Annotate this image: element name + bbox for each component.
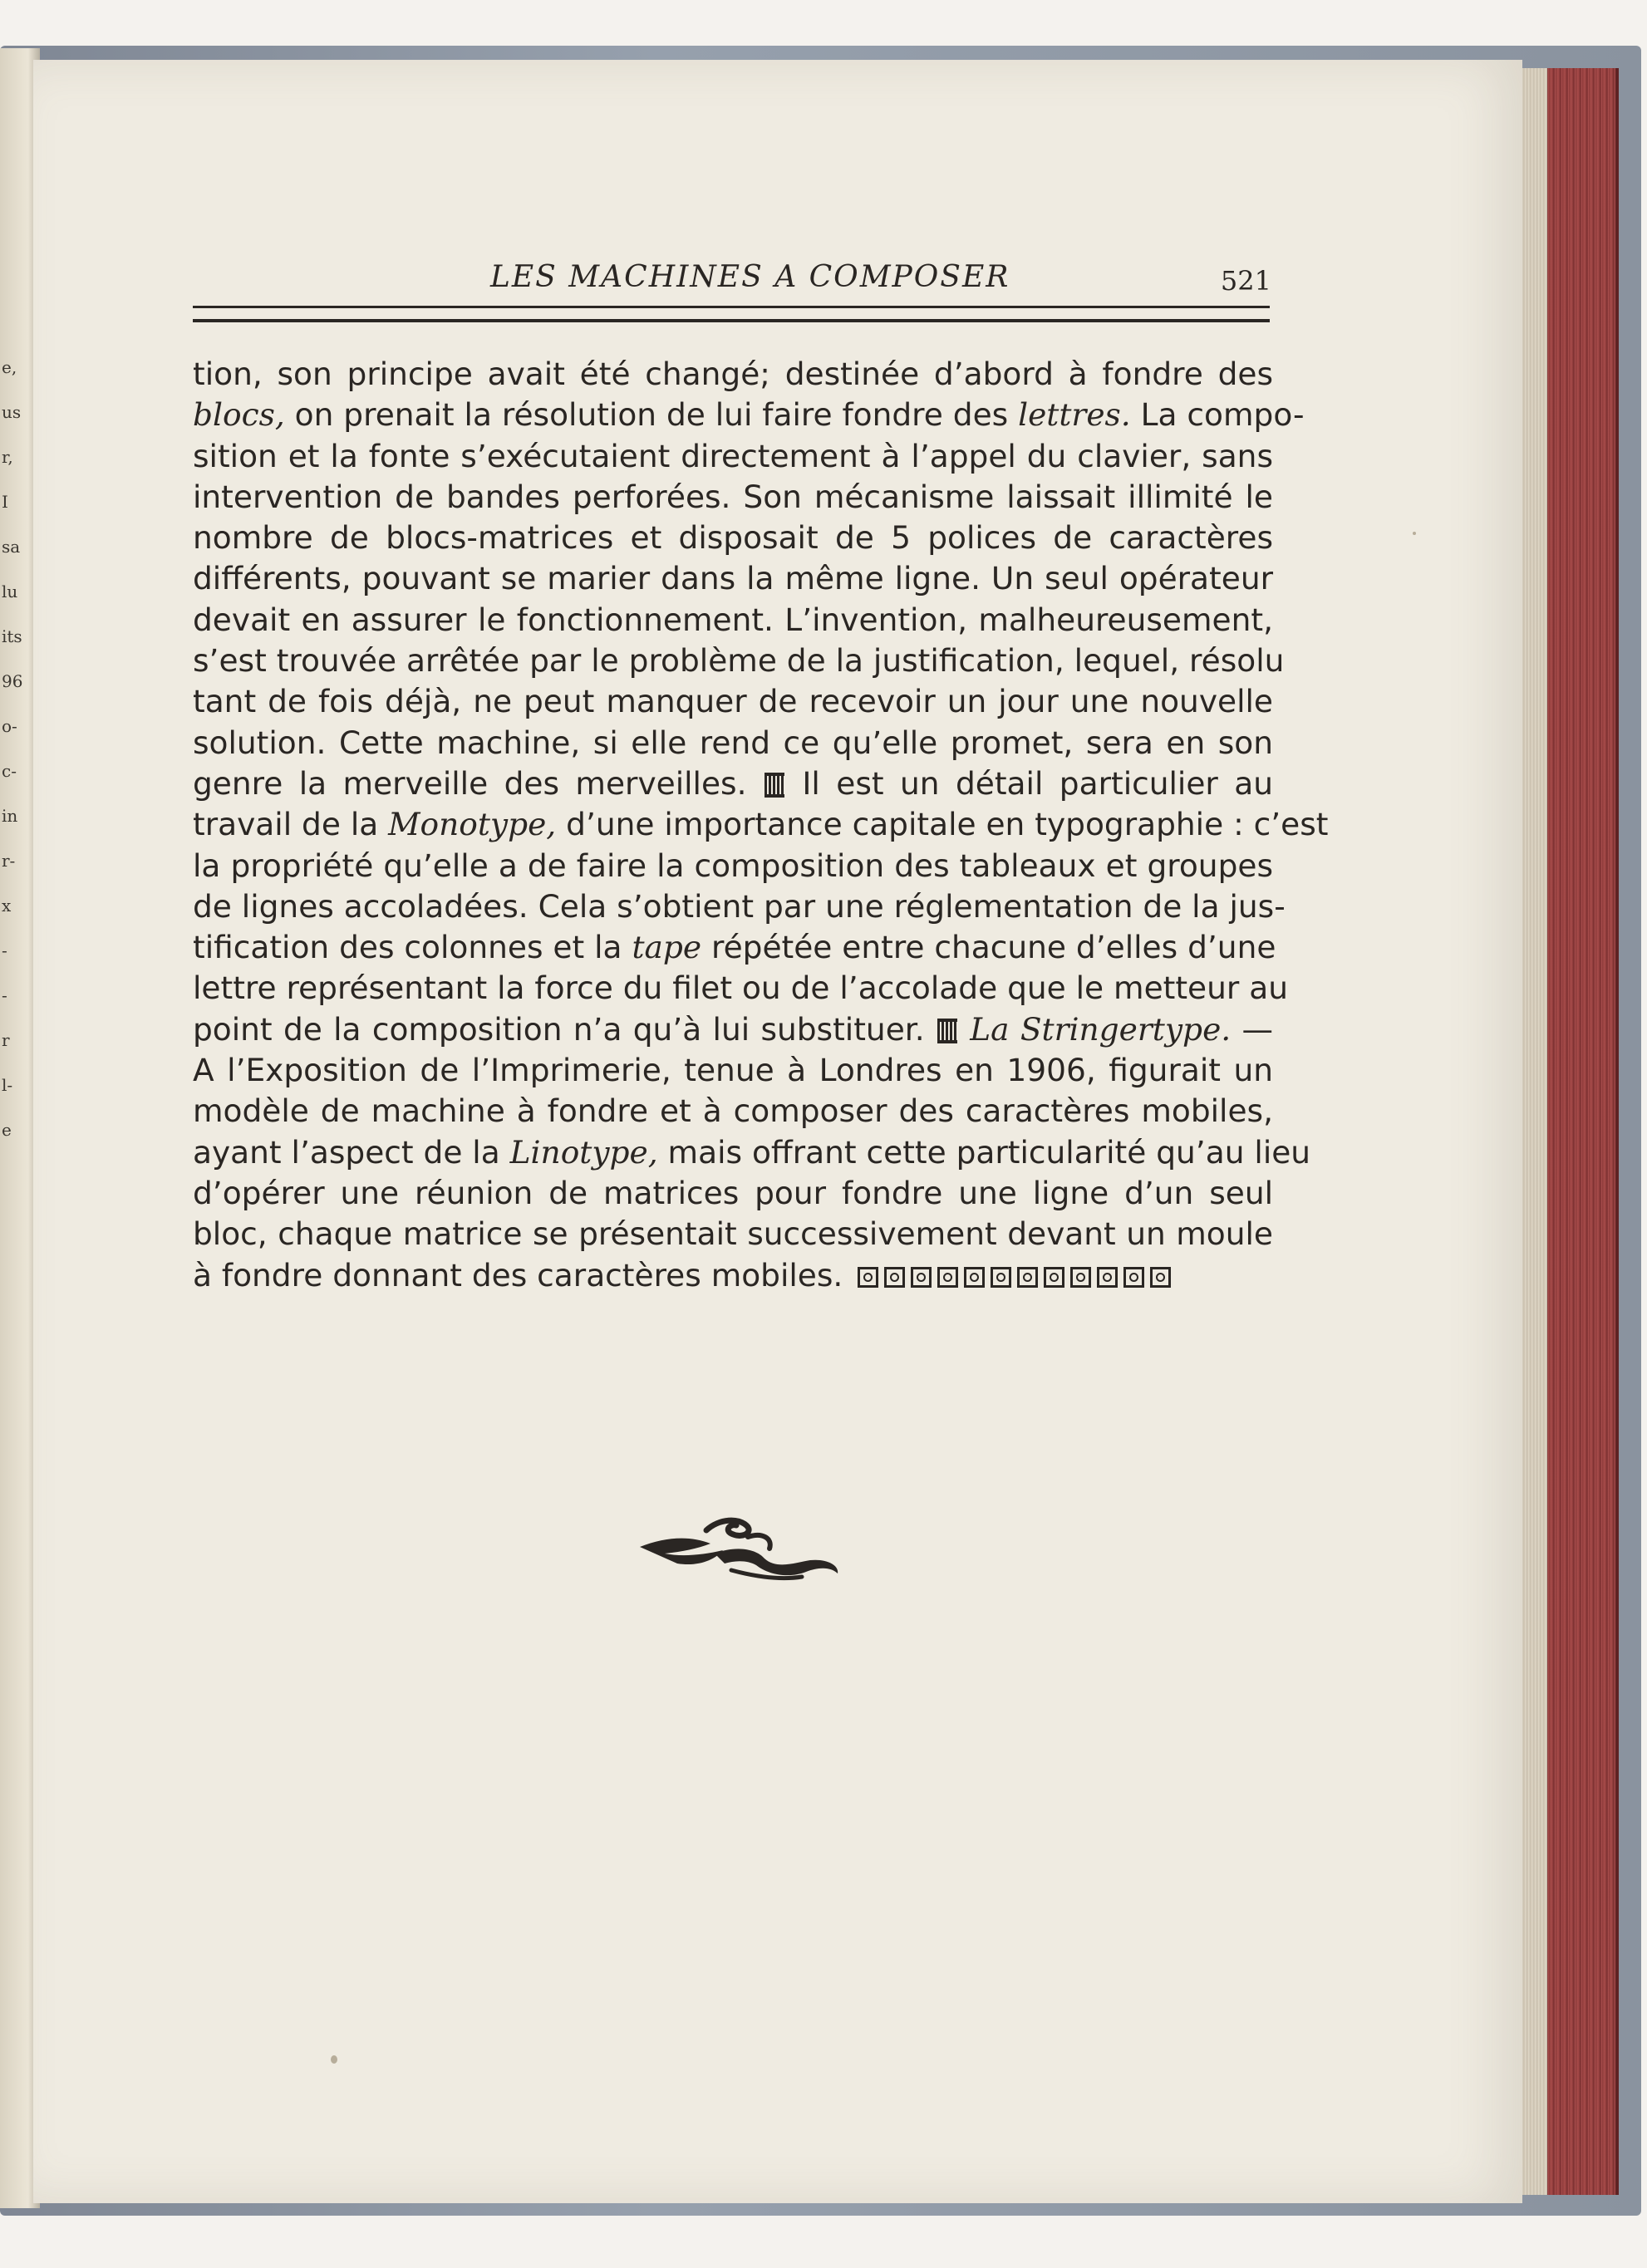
text-line — [193, 354, 1273, 395]
header-rule-thick — [193, 319, 1270, 322]
running-head — [191, 260, 1271, 307]
paragraph-ornament-icon — [937, 1019, 957, 1043]
text-run: La compo- — [1130, 396, 1305, 434]
text-line — [193, 886, 1286, 927]
italic-term: lettres. — [1018, 396, 1131, 434]
text-run: s’est trouvée arrêtée par le problème de la justification, lequel, résolu — [193, 642, 1285, 680]
fleuron-icon — [632, 1512, 848, 1587]
paragraph-ornament-icon — [765, 773, 784, 798]
facing-page-fragment: e, — [2, 357, 17, 377]
text-run: de lignes accoladées. Cela s’obtient par une réglementation de la jus- — [193, 887, 1286, 925]
facing-page-fragment: in — [2, 806, 18, 826]
text-line — [193, 600, 1273, 641]
page-fore-edge — [1522, 68, 1619, 2195]
text-run: à fondre donnant des caractères mobiles. — [193, 1256, 843, 1294]
facing-page-fragment: x — [2, 896, 12, 916]
text-line — [193, 1050, 1273, 1091]
text-run: intervention de bandes perforées. Son mécanisme laissait illimité le — [193, 478, 1273, 515]
text-run: Il est un détail particulier au — [785, 764, 1273, 802]
text-line — [193, 1255, 1273, 1296]
text-line — [193, 518, 1273, 558]
italic-term: tape — [632, 929, 702, 966]
ornament-square-icon — [911, 1267, 932, 1288]
facing-page-fragment: us — [2, 402, 22, 422]
text-line — [193, 477, 1273, 518]
paper-spot — [1413, 532, 1416, 535]
facing-page-fragment: its — [2, 626, 22, 646]
text-line — [193, 846, 1273, 886]
facing-page-fragment: e — [2, 1120, 12, 1140]
text-line — [193, 558, 1273, 599]
ornament-square-icon — [937, 1267, 958, 1288]
text-run: genre la merveille des merveilles. — [193, 764, 763, 802]
text-run: différents, pouvant se marier dans la même ligne. Un seul opérateur — [193, 560, 1273, 597]
text-run: modèle de machine à fondre et à composer des caractères mobiles, — [193, 1092, 1273, 1130]
ornament-square-icon — [1044, 1267, 1064, 1288]
text-line — [193, 395, 1305, 435]
text-line — [193, 968, 1288, 1009]
ornament-square-icon — [991, 1267, 1011, 1288]
facing-page-fragment: r, — [2, 447, 13, 467]
facing-page-fragment: I — [2, 492, 8, 512]
text-line — [193, 1214, 1273, 1254]
text-run: tant de fois déjà, ne peut manquer de recevoir un jour une nouvelle — [193, 683, 1273, 720]
text-line — [193, 1132, 1311, 1173]
page-number: 521 — [1220, 265, 1271, 297]
text-line — [193, 763, 1273, 804]
italic-term: Monotype, — [388, 806, 557, 843]
text-run: devait en assurer le fonctionnement. L’invention, malheureusement, — [193, 601, 1273, 638]
text-run: solution. Cette machine, si elle rend ce qu’elle promet, sera en son — [193, 724, 1273, 761]
ornament-square-icon — [964, 1267, 985, 1288]
text-run: répétée entre chacune d’elles d’une — [701, 929, 1276, 966]
facing-page-fragment: - — [2, 940, 7, 960]
facing-page-fragment: sa — [2, 537, 21, 557]
running-title: LES MACHINES A COMPOSER — [490, 260, 1010, 294]
text-run: ayant l’aspect de la — [193, 1133, 510, 1171]
text-run: mais offrant cette particularité qu’au lieu — [657, 1133, 1311, 1171]
text-line — [193, 1091, 1273, 1132]
text-run: A l’Exposition de l’Imprimerie, tenue à Londres en 1906, figurait un — [193, 1052, 1273, 1089]
text-line — [193, 1009, 1273, 1050]
text-run: d’opérer une réunion de matrices pour fondre une ligne d’un seul — [193, 1174, 1273, 1211]
ornament-square-icon — [884, 1267, 905, 1288]
italic-term: Linotype, — [509, 1133, 658, 1171]
text-run: point de la composition n’a qu’à lui substituer. — [193, 1010, 936, 1048]
text-run: travail de la — [193, 806, 389, 843]
facing-page-fragment: c- — [2, 761, 17, 781]
header-rule — [193, 306, 1270, 308]
text-line — [193, 927, 1276, 968]
text-run: d’une importance capitale en typographie : c’est — [556, 806, 1329, 843]
text-line — [193, 436, 1273, 477]
facing-page-fragment: r — [2, 1030, 10, 1050]
text-run: tion, son principe avait été changé; destinée d’abord à fondre des — [193, 356, 1273, 392]
facing-page-fragment: o- — [2, 716, 17, 736]
ornament-square-icon — [1123, 1267, 1144, 1288]
ornament-square-icon — [1097, 1267, 1118, 1288]
text-line — [193, 1173, 1273, 1214]
facing-page-fragment: r- — [2, 851, 16, 871]
facing-page-fragment: - — [2, 985, 7, 1005]
text-run: nombre de blocs-matrices et disposait de 5 polices de caractères — [193, 519, 1273, 557]
text-run: bloc, chaque matrice se présentait successivement devant un moule — [193, 1215, 1273, 1253]
ornament-square-icon — [1150, 1267, 1171, 1288]
text-run: on prenait la résolution de lui faire fondre des — [284, 396, 1019, 434]
ornament-square-icon — [858, 1267, 878, 1288]
facing-page-fragment: lu — [2, 582, 18, 601]
line-end-ornaments — [858, 1267, 1171, 1288]
text-run: lettre représentant la force du filet ou de l’accolade que le metteur au — [193, 970, 1288, 1007]
italic-term: blocs, — [193, 396, 285, 434]
text-run: sition et la fonte s’exécutaient directement à l’appel du clavier, sans — [193, 437, 1273, 474]
facing-page-fragment: l- — [2, 1075, 13, 1095]
facing-page-fragment: 96 — [2, 671, 23, 691]
text-line — [193, 723, 1273, 763]
ornament-square-icon — [1017, 1267, 1038, 1288]
text-line — [193, 641, 1285, 681]
text-run: tification des colonnes et la — [193, 929, 632, 966]
text-run: — — [1231, 1010, 1273, 1048]
text-run — [959, 1011, 970, 1048]
paper-spot — [331, 2055, 337, 2064]
text-run: la propriété qu’elle a de faire la composition des tableaux et groupes — [193, 847, 1273, 884]
italic-term: La Stringertype. — [970, 1010, 1232, 1048]
text-line — [193, 681, 1273, 722]
body-text — [193, 354, 1329, 1296]
text-line — [193, 804, 1329, 845]
ornament-square-icon — [1070, 1267, 1091, 1288]
